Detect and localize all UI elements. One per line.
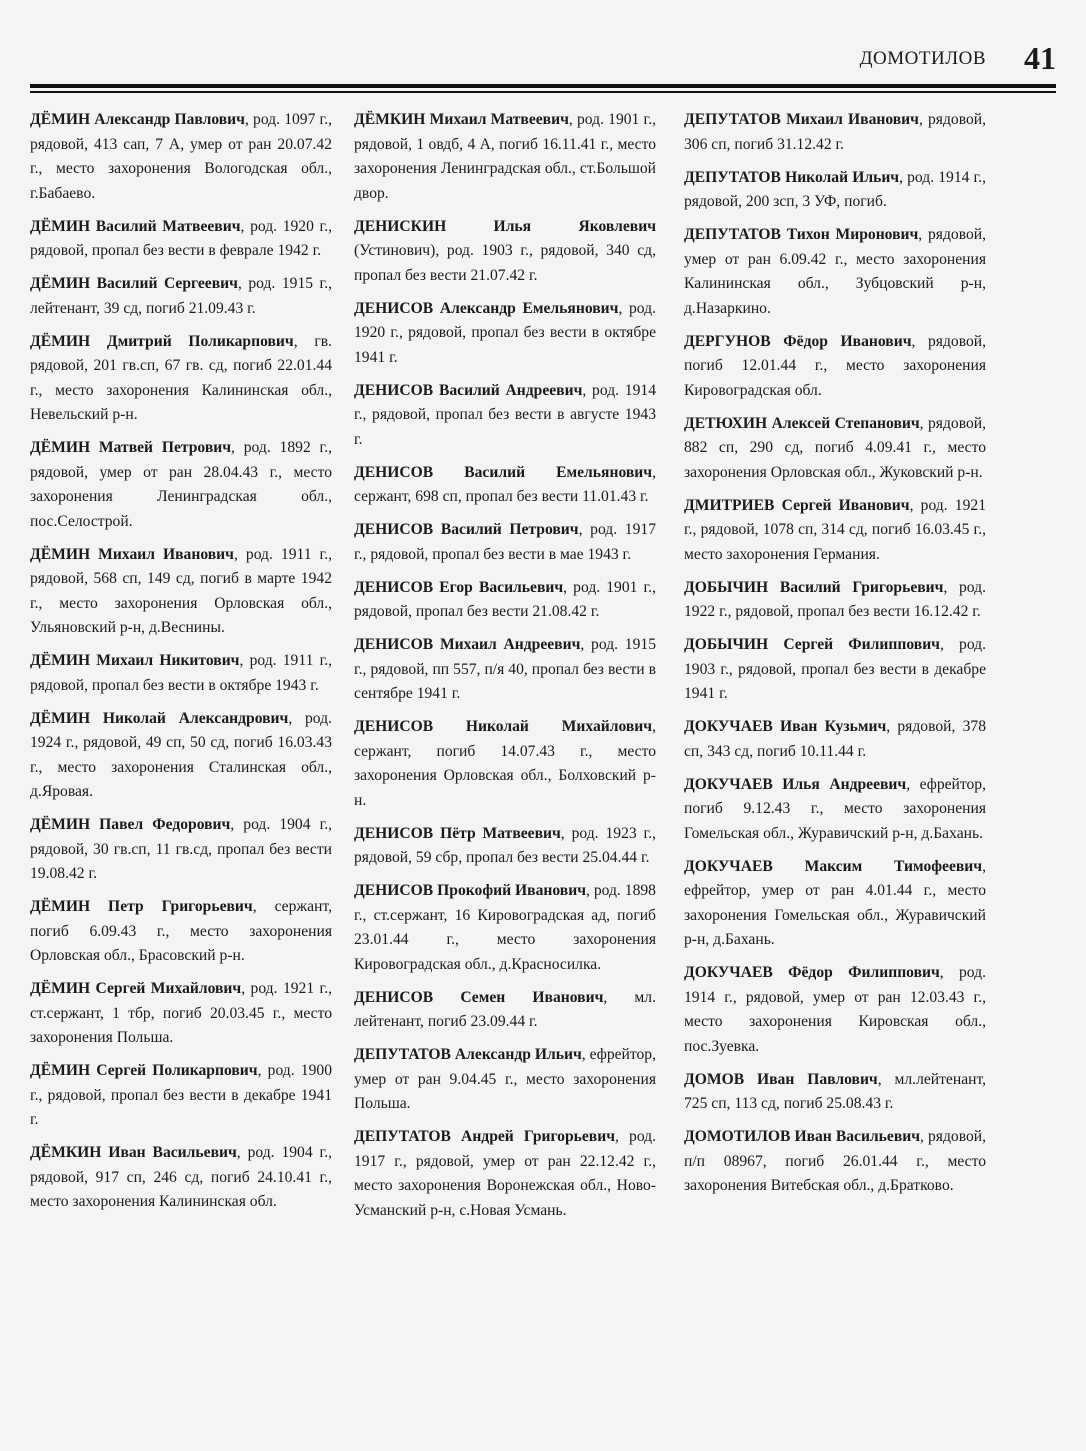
list-item <box>684 412 986 486</box>
person-details: , мл.лейтенант, 725 сп, 113 сд, погиб 25.08.43 г. <box>684 1070 987 1112</box>
person-details: , род. 1915 г., рядовой, пп 557, п/я 40, пропал без вести в сентябре 1941 г. <box>354 636 656 702</box>
list-item <box>354 1043 656 1117</box>
person-details: , род. 1901 г., рядовой, пропал без вести 21.08.42 г. <box>354 578 656 620</box>
running-head: ДОМОТИЛОВ <box>859 48 986 69</box>
person-details: , род. 1904 г., рядовой, 917 сп, 246 сд, погиб 24.10.41 г., место захоронения Калининская обл. <box>30 1144 332 1210</box>
person-name: ДОМОВ Иван Павлович <box>684 1070 878 1088</box>
person-name: ДЕТЮХИН Алексей Степанович <box>684 414 920 432</box>
person-details: , ефрейтор, умер от ран 9.04.45 г., место захоронения Польша. <box>354 1046 656 1112</box>
list-item <box>684 773 986 847</box>
person-details: , род. 1898 г., ст.сержант, 16 Кировоградская ад, погиб 23.01.44 г., место захоронения Кировоградская обл., д.Красносилка. <box>354 882 656 973</box>
list-item <box>354 986 656 1035</box>
header-rule-thick <box>30 84 1056 88</box>
person-name: ДЕПУТАТОВ Александр Ильич <box>354 1046 582 1063</box>
person-name: ДЕПУТАТОВ Михаил Иванович <box>684 111 919 128</box>
person-details: , род. 1915 г., лейтенант, 39 сд, погиб 21.09.43 г. <box>30 275 332 317</box>
list-item <box>30 1059 332 1133</box>
person-name: ДЁМИН Дмитрий Поликарпович <box>30 332 294 350</box>
person-details: , род. 1920 г., рядовой, пропал без вести в октябре 1941 г. <box>354 299 656 366</box>
list-item <box>684 855 986 953</box>
person-details: , рядовой, умер от ран 6.09.42 г., место захоронения Калининская обл., Зубцовский р-н, д.Назаркино. <box>684 226 986 317</box>
person-details: , рядовой, 378 сп, 343 сд, погиб 10.11.44 г. <box>684 718 986 760</box>
person-name: ДЁМИН Василий Матвеевич <box>30 217 241 235</box>
person-name: ДМИТРИЕВ Сергей Иванович <box>684 496 910 514</box>
person-name: ДЁМИН Александр Павлович <box>30 111 245 128</box>
person-details: , сержант, погиб 6.09.43 г., место захоронения Орловская обл., Брасовский р-н. <box>30 898 332 964</box>
column-1 <box>30 108 332 1223</box>
person-name: ДЁМИН Павел Федорович <box>30 816 231 833</box>
person-name: ДЕНИСОВ Александр Емельянович <box>354 299 619 317</box>
person-details: , род. 1917 г., рядовой, умер от ран 22.12.42 г., место захоронения Воронежская обл., Ново-Усманский р-н, с.Новая Усмань. <box>354 1128 657 1219</box>
list-item <box>354 108 656 206</box>
person-details: , род. 1920 г., рядовой, пропал без вести в феврале 1942 г. <box>30 217 332 259</box>
list-item <box>354 633 656 707</box>
person-details: , род. 1923 г., рядовой, 59 сбр, пропал без вести 25.04.44 г. <box>354 824 656 866</box>
person-name: ДЕНИСОВ Василий Андреевич <box>354 381 583 399</box>
person-details: , сержант, 698 сп, пропал без вести 11.01.43 г. <box>354 463 656 505</box>
list-item <box>354 518 656 567</box>
list-item <box>354 576 656 625</box>
person-name: ДОБЫЧИН Василий Григорьевич <box>684 578 944 596</box>
person-details: , ефрейтор, умер от ран 4.01.44 г., место захоронения Гомельская обл., Журавичский р-н, д.Бахань. <box>684 857 986 948</box>
person-name: ДЁМИН Михаил Никитович <box>30 652 240 669</box>
person-details: , род. 1924 г., рядовой, 49 сп, 50 сд, погиб 16.03.43 г., место захоронения Сталинская обл., д.Яровая. <box>30 709 332 800</box>
person-name: ДЕПУТАТОВ Андрей Григорьевич <box>354 1128 616 1145</box>
person-details: (Устинович), род. 1903 г., рядовой, 340 сд, пропал без вести 21.07.42 г. <box>354 242 656 284</box>
text-columns <box>28 108 1058 1431</box>
person-details: , род. 1922 г., рядовой, пропал без вести 16.12.42 г. <box>684 578 986 620</box>
person-name: ДЁМКИН Михаил Матвеевич <box>354 111 569 128</box>
page-number: 41 <box>1024 40 1056 76</box>
person-name: ДЁМИН Матвей Петрович <box>30 439 232 456</box>
list-item <box>684 961 986 1059</box>
person-name: ДЕПУТАТОВ Николай Ильич <box>684 168 900 186</box>
list-item <box>684 494 986 568</box>
list-item <box>354 879 656 977</box>
person-details: , рядовой, погиб 12.01.44 г., место захоронения Кировоградская обл. <box>684 332 986 399</box>
person-details: , род. 1914 г., рядовой, 200 зсп, 3 УФ, погиб. <box>684 168 986 210</box>
person-name: ДЕНИСОВ Егор Васильевич <box>354 578 564 596</box>
person-name: ДЕНИСОВ Пётр Матвеевич <box>354 824 561 842</box>
person-name: ДЕНИСОВ Василий Петрович <box>354 521 579 538</box>
person-name: ДОМОТИЛОВ Иван Васильевич <box>684 1128 921 1145</box>
person-details: , рядовой, п/п 08967, погиб 26.01.44 г., место захоронения Витебская обл., д.Братково. <box>684 1128 986 1194</box>
person-details: , род. 1921 г., ст.сержант, 1 тбр, погиб 20.03.45 г., место захоронения Польша. <box>30 980 332 1046</box>
list-item <box>354 297 656 371</box>
person-name: ДЁМИН Михаил Иванович <box>30 545 234 563</box>
list-item <box>30 543 332 641</box>
list-item <box>30 436 332 534</box>
person-name: ДЁМКИН Иван Васильевич <box>30 1144 237 1161</box>
person-name: ДОКУЧАЕВ Илья Андреевич <box>684 775 907 793</box>
person-name: ДЁМИН Василий Сергеевич <box>30 275 238 292</box>
person-name: ДЕРГУНОВ Фёдор Иванович <box>684 332 912 350</box>
list-item <box>354 379 656 453</box>
page-header <box>30 40 1056 80</box>
list-item <box>684 330 986 404</box>
person-details: , род. 1097 г., рядовой, 413 сап, 7 А, умер от ран 20.07.42 г., место захоронения Вологодская обл., г.Бабаево. <box>30 111 332 202</box>
person-details: , род. 1914 г., рядовой, пропал без вести в августе 1943 г. <box>354 381 656 448</box>
list-item <box>354 461 656 510</box>
list-item <box>30 330 332 428</box>
person-details: , гв. рядовой, 201 гв.сп, 67 гв. сд, погиб 22.01.44 г., место захоронения Калининская обл., Невельский р-н. <box>30 332 332 423</box>
list-item <box>354 215 656 289</box>
person-name: ДЕНИСОВ Николай Михайлович <box>354 718 653 735</box>
list-item <box>354 1125 656 1223</box>
list-item <box>30 813 332 887</box>
header-rule-thin <box>30 91 1056 93</box>
list-item <box>30 895 332 969</box>
person-name: ДОКУЧАЕВ Максим Тимофеевич <box>684 857 983 875</box>
person-name: ДЁМИН Петр Григорьевич <box>30 898 253 915</box>
list-item <box>30 649 332 698</box>
list-item <box>30 977 332 1051</box>
list-item <box>30 215 332 264</box>
person-details: , род. 1900 г., рядовой, пропал без вести в декабре 1941 г. <box>30 1062 332 1128</box>
list-item <box>684 166 986 215</box>
person-name: ДЁМИН Николай Александрович <box>30 709 289 727</box>
person-details: , ефрейтор, погиб 9.12.43 г., место захоронения Гомельская обл., Журавичский р-н, д.Бахань. <box>684 775 986 842</box>
list-item <box>684 223 986 321</box>
person-details: , род. 1904 г., рядовой, 30 гв.сп, 11 гв.сд, пропал без вести 19.08.42 г. <box>30 816 332 882</box>
person-details: , род. 1911 г., рядовой, пропал без вести в октябре 1943 г. <box>30 652 332 694</box>
list-item <box>684 715 986 764</box>
person-name: ДЁМИН Сергей Поликарпович <box>30 1062 258 1079</box>
list-item <box>684 633 986 707</box>
person-name: ДЕНИСКИН Илья Яковлевич <box>354 217 656 235</box>
list-item <box>354 822 656 871</box>
list-item <box>684 576 986 625</box>
person-details: , род. 1917 г., рядовой, пропал без вести в мае 1943 г. <box>354 521 656 563</box>
person-name: ДЕПУТАТОВ Тихон Миронович <box>684 226 919 243</box>
list-item <box>30 272 332 321</box>
person-details: , сержант, погиб 14.07.43 г., место захоронения Орловская обл., Болховский р-н. <box>354 718 656 809</box>
person-details: , род. 1911 г., рядовой, 568 сп, 149 сд, погиб в марте 1942 г., место захоронения Орловская обл., Ульяновский р-н, д.Веснины. <box>30 545 332 636</box>
person-details: , род. 1921 г., рядовой, 1078 сп, 314 сд, погиб 16.03.45 г., место захоронения Германия. <box>684 496 986 563</box>
list-item <box>30 707 332 805</box>
person-name: ДЕНИСОВ Михаил Андреевич <box>354 636 581 653</box>
person-details: , род. 1901 г., рядовой, 1 овдб, 4 А, погиб 16.11.41 г., место захоронения Ленинградская обл., ст.Большой двор. <box>354 111 656 202</box>
column-3 <box>684 108 986 1207</box>
person-details: , род. 1903 г., рядовой, пропал без вести в декабре 1941 г. <box>684 636 986 702</box>
person-name: ДЁМИН Сергей Михайлович <box>30 980 242 997</box>
person-name: ДЕНИСОВ Василий Емельянович <box>354 463 653 481</box>
person-name: ДЕНИСОВ Прокофий Иванович <box>354 882 586 899</box>
list-item <box>684 1068 986 1117</box>
list-item <box>684 1125 986 1199</box>
person-name: ДЕНИСОВ Семен Иванович <box>354 988 604 1006</box>
person-name: ДОКУЧАЕВ Фёдор Филиппович <box>684 964 940 981</box>
list-item <box>30 1141 332 1215</box>
person-details: , мл. лейтенант, погиб 23.09.44 г. <box>354 988 656 1030</box>
list-item <box>684 108 986 157</box>
person-details: , рядовой, 882 сп, 290 сд, погиб 4.09.41 г., место захоронения Орловская обл., Жуковский р-н. <box>684 414 987 481</box>
person-details: , рядовой, 306 сп, погиб 31.12.42 г. <box>684 111 986 153</box>
person-details: , род. 1892 г., рядовой, умер от ран 28.04.43 г., место захоронения Ленинградская обл., пос.Селострой. <box>30 439 332 530</box>
column-2 <box>354 108 656 1232</box>
list-item <box>30 108 332 206</box>
person-details: , род. 1914 г., рядовой, умер от ран 12.03.43 г., место захоронения Кировская обл., пос.Зуевка. <box>684 964 986 1055</box>
list-item <box>354 715 656 813</box>
person-name: ДОБЫЧИН Сергей Филиппович <box>684 636 940 653</box>
person-name: ДОКУЧАЕВ Иван Кузьмич <box>684 718 887 735</box>
